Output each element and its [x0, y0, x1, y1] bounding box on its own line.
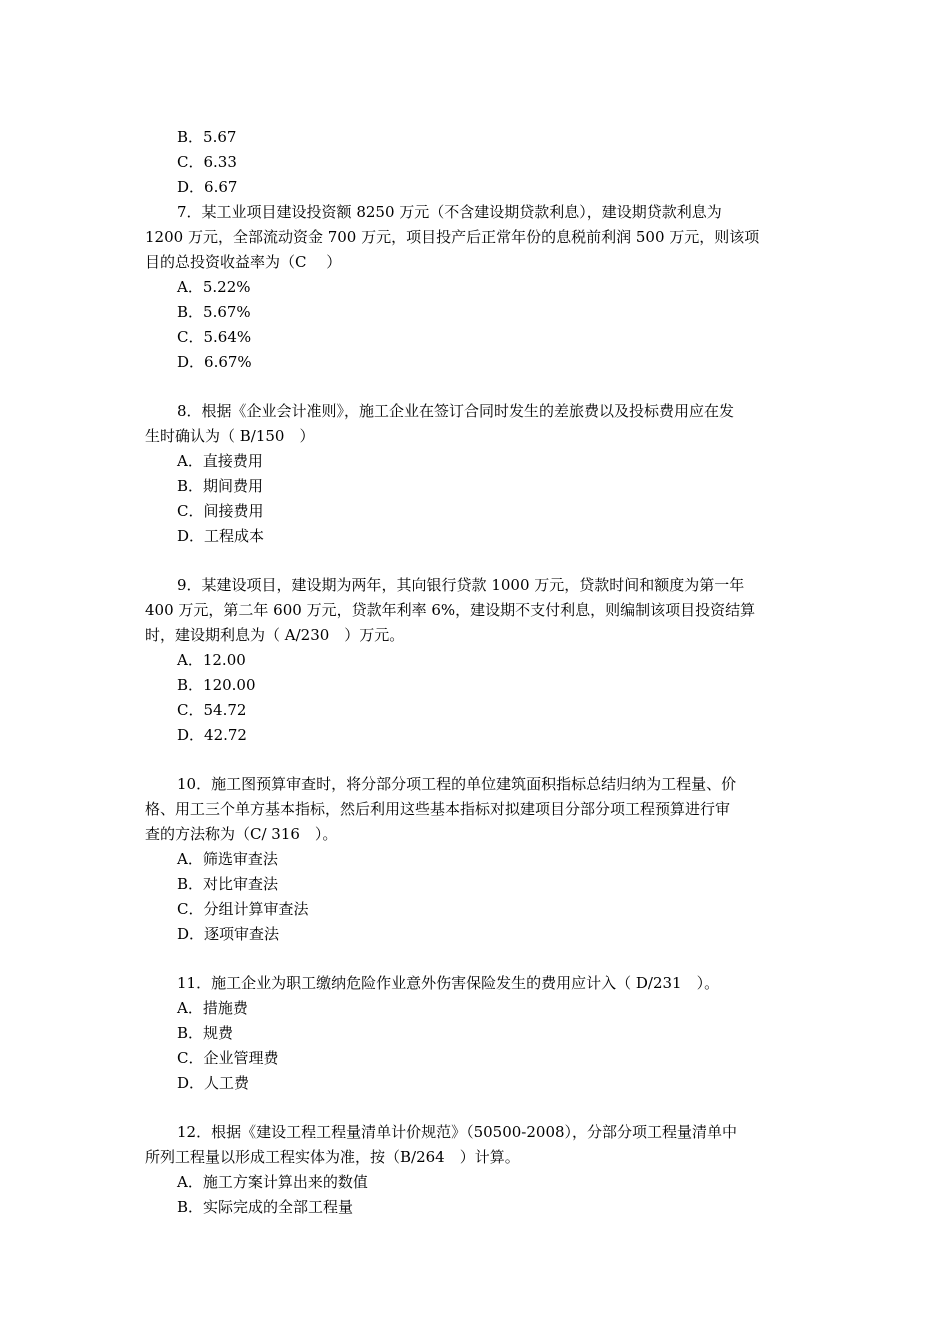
question-8-option-d: D．工程成本: [177, 527, 265, 545]
question-12-option-b: B．实际完成的全部工程量: [177, 1198, 354, 1216]
question-10-option-d: D．逐项审查法: [177, 925, 280, 943]
option-b: B．5.67: [177, 128, 237, 146]
question-9-option-d: D．42.72: [177, 726, 247, 744]
question-9-option-b: B．120.00: [177, 676, 256, 694]
question-9-text: 400 万元，第二年 600 万元，贷款年利率 6%，建设期不支付利息，则编制该项目投资结算: [145, 601, 756, 619]
question-9-text: 9．某建设项目，建设期为两年，其向银行贷款 1000 万元，贷款时间和额度为第一年: [177, 576, 745, 594]
question-8-text: 生时确认为（ B/150 ）: [145, 427, 315, 445]
question-8-option-c: C．间接费用: [177, 502, 264, 520]
question-12-text: 12．根据《建设工程工程量清单计价规范》（50500-2008），分部分项工程量清单中: [177, 1123, 738, 1141]
question-10-option-b: B．对比审查法: [177, 875, 279, 893]
question-10-option-c: C．分组计算审查法: [177, 900, 309, 918]
question-7-text: 7．某工业项目建设投资额 8250 万元（不含建设期贷款利息），建设期贷款利息为: [177, 203, 722, 221]
question-11-option-a: A．措施费: [177, 999, 248, 1017]
question-8-option-b: B．期间费用: [177, 477, 264, 495]
question-9-option-a: A．12.00: [177, 651, 246, 669]
question-11-option-c: C．企业管理费: [177, 1049, 279, 1067]
question-12-option-a: A．施工方案计算出来的数值: [177, 1173, 368, 1191]
question-9-option-c: C．54.72: [177, 701, 247, 719]
question-11-text: 11．施工企业为职工缴纳危险作业意外伤害保险发生的费用应计入（ D/231 ）。: [177, 974, 720, 992]
question-8-option-a: A．直接费用: [177, 452, 263, 470]
question-7-text: 目的总投资收益率为（C ）: [145, 253, 342, 271]
question-7-option-d: D．6.67%: [177, 353, 252, 371]
question-12-text: 所列工程量以形成工程实体为准，按（B/264 ）计算。: [145, 1148, 520, 1166]
option-d: D．6.67: [177, 178, 238, 196]
question-8-text: 8．根据《企业会计准则》，施工企业在签订合同时发生的差旅费以及投标费用应在发: [177, 402, 735, 420]
question-10-text: 10．施工图预算审查时，将分部分项工程的单位建筑面积指标总结归纳为工程量、价: [177, 775, 737, 793]
option-c: C．6.33: [177, 153, 237, 171]
question-11-option-b: B．规费: [177, 1024, 234, 1042]
question-9-text: 时，建设期利息为（ A/230 ）万元。: [145, 626, 405, 644]
question-10-text: 格、用工三个单方基本指标，然后利用这些基本指标对拟建项目分部分项工程预算进行审: [145, 800, 731, 818]
question-11-option-d: D．人工费: [177, 1074, 250, 1092]
question-7-text: 1200 万元，全部流动资金 700 万元，项目投产后正常年份的息税前利润 500 万元，则该项: [145, 228, 760, 246]
question-10-option-a: A．筛选审查法: [177, 850, 278, 868]
question-7-option-a: A．5.22%: [177, 278, 251, 296]
question-10-text: 查的方法称为（C/ 316 ）。: [145, 825, 338, 843]
question-7-option-c: C．5.64%: [177, 328, 252, 346]
question-7-option-b: B．5.67%: [177, 303, 251, 321]
